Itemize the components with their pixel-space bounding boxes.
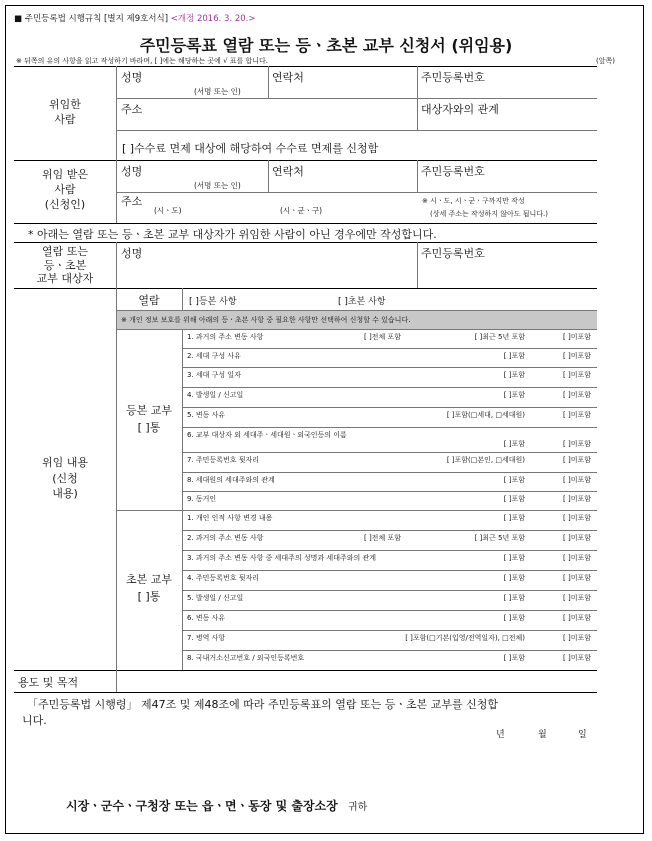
copy-option-include[interactable]: [ ]포함 [503,352,525,360]
copy-option-exclude[interactable]: [ ]미포함 [563,391,591,399]
purpose-label: 용도 및 목적 [18,676,79,689]
table-row [182,510,597,530]
abstract-option-include[interactable]: [ ]포함 [503,654,525,662]
copy-option-exclude[interactable]: [ ]미포함 [563,333,591,341]
table-row [182,472,597,491]
copy-option-include[interactable]: [ ]포함(□본인, □세대원) [446,456,525,464]
abstract-option-include[interactable]: [ ]포함 [503,614,525,622]
abstract-option-exclude[interactable]: [ ]미포함 [563,514,591,522]
abstract-option-exclude[interactable]: [ ]미포함 [563,534,591,542]
delegator-section-label: 위임한 사람 [49,98,81,126]
abstract-option-include[interactable]: [ ]포함 [503,594,525,602]
target-name-label: 성명 [121,247,143,260]
abstract-option-exclude[interactable]: [ ]미포함 [563,634,591,642]
date-day: 일 [578,730,587,740]
delegate-rrn-label: 주민등록번호 [421,165,485,178]
target-section-label: 열람 또는 등ㆍ초본 교부 대상자 [36,245,94,285]
delegator-name-label: 성명 [121,71,143,84]
table-row [182,570,597,590]
table-row [182,491,597,510]
abstract-option-include[interactable]: [ ]포함 [503,554,525,562]
content-section-label: 위임 내용 (신청 내용) [41,456,88,500]
copy-option-exclude[interactable]: [ ]미포함 [563,456,591,464]
table-row [182,407,597,427]
copy-item-label: 7. 주민등록번호 뒷자리 [187,456,259,464]
delegator-signature-hint: (서명 또는 인) [194,87,241,96]
privacy-notice: ※ 개인 정보 보호를 위해 아래의 등ㆍ초본 사항 중 필요한 사항만 선택하여 신청할 수 있습니다. [121,316,411,324]
table-row [182,550,597,570]
abstract-item-label: 2. 과거의 주소 변동 사항 [187,534,264,542]
delegator-relation-label: 대상자와의 관계 [421,103,499,116]
copy-option-include[interactable]: [ ]포함 [503,495,525,503]
copy-option-exclude[interactable]: [ ]미포함 [563,411,591,419]
abstract-option-include[interactable]: [ ]최근 5년 포함 [474,534,525,542]
copy-option-all[interactable]: [ ]전체 포함 [364,333,401,341]
copy-option-exclude[interactable]: [ ]미포함 [563,495,591,503]
abstract-item-label: 7. 병역 사항 [187,634,226,642]
copy-item-label: 1. 과거의 주소 변동 사항 [187,333,264,341]
address-note: ※ 시ㆍ도, 시ㆍ군ㆍ구까지만 작성 [422,197,525,205]
view-abstract-checkbox[interactable]: [ ]초본 사항 [338,297,386,307]
copy-item-label: 2. 세대 구성 사유 [187,352,241,360]
copy-option-exclude[interactable]: [ ]미포함 [563,371,591,379]
delegate-contact-label: 연락처 [272,165,304,178]
form-basis [14,12,255,24]
table-row [182,650,597,670]
fill-notice: ※ 뒤쪽의 유의 사항을 읽고 작성하기 바라며, [ ]에는 해당하는 곳에 √ 표를 합니다. [16,57,269,65]
abstract-item-label: 3. 과거의 주소 변동 사항 중 세대주의 성명과 세대주와의 관계 [187,554,376,562]
table-row [182,610,597,630]
address-sido-hint: (시ㆍ도) [154,206,182,215]
abstract-option-include[interactable]: [ ]포함 [503,514,525,522]
table-row [182,367,597,387]
delegate-name-label: 성명 [121,165,143,178]
abstract-option-include[interactable]: [ ]포함(□기본(입영/전역일자), □전체) [405,634,525,642]
abstract-issue-label: 초본 교부 [ ]통 [116,571,182,605]
declaration: 「주민등록법 시행령」 제47조 및 제48조에 따라 주민등록표의 열람 또는 등ㆍ초본 교부를 신청합 니다. [22,698,498,727]
form-title: 주민등록표 열람 또는 등ㆍ초본 교부 신청서 (위임용) [139,36,513,55]
copy-count-checkbox[interactable]: [ ]통 [137,421,161,434]
abstract-item-label: 4. 주민등록번호 뒷자리 [187,574,259,582]
abstract-option-exclude[interactable]: [ ]미포함 [563,574,591,582]
form-basis-text: ■ 주민등록법 시행규칙 [별지 제9호서식] [14,14,169,24]
table-row [182,530,597,550]
address-note-detail: (상세 주소는 작성하지 않아도 됩니다.) [430,210,549,218]
table-row [182,452,597,472]
date-year: 년 [496,730,505,740]
abstract-count-checkbox[interactable]: [ ]통 [137,590,161,603]
table-row [182,329,597,348]
view-label: 열람 [138,294,160,307]
abstract-option-exclude[interactable]: [ ]미포함 [563,594,591,602]
copy-item-label: 3. 세대 구성 일자 [187,371,241,379]
copy-option-exclude[interactable]: [ ]미포함 [563,440,591,448]
target-rrn-label: 주민등록번호 [421,247,485,260]
copy-option-include[interactable]: [ ]포함 [503,391,525,399]
table-row [182,590,597,610]
delegate-section-label: 위임 받은 사람 (신청인) [41,168,88,211]
delegator-rrn-label: 주민등록번호 [421,71,485,84]
date-month: 월 [538,730,547,740]
copy-option-include[interactable]: [ ]포함 [503,371,525,379]
delegator-address-label: 주소 [121,103,143,116]
fee-exemption-checkbox[interactable]: [ ]수수료 면제 대상에 해당하여 수수료 면제를 신청함 [122,142,379,155]
copy-issue-label: 등본 교부 [ ]통 [116,402,182,436]
copy-item-label: 5. 변동 사유 [187,411,226,419]
abstract-item-label: 8. 국내거소신고번호 / 외국인등록번호 [187,654,305,662]
delegator-contact-label: 연락처 [272,71,304,84]
view-copy-checkbox[interactable]: [ ]등본 사항 [189,297,237,307]
abstract-option-exclude[interactable]: [ ]미포함 [563,554,591,562]
copy-option-include[interactable]: [ ]최근 5년 포함 [474,333,525,341]
copy-option-exclude[interactable]: [ ]미포함 [563,476,591,484]
table-row [182,427,597,452]
table-row [182,387,597,407]
page-label: (앞쪽) [596,57,615,65]
copy-item-label: 8. 세대원의 세대주와의 관계 [187,476,275,484]
copy-option-include[interactable]: [ ]포함 [503,476,525,484]
abstract-option-include[interactable]: [ ]포함 [503,574,525,582]
abstract-option-exclude[interactable]: [ ]미포함 [563,654,591,662]
abstract-item-label: 5. 발생일 / 신고일 [187,594,244,602]
copy-option-include[interactable]: [ ]포함(□세대, □세대원) [446,411,525,419]
copy-option-include[interactable]: [ ]포함 [503,440,525,448]
copy-item-label: 4. 발생일 / 신고일 [187,391,244,399]
copy-item-label: 9. 동거인 [187,495,217,503]
table-row [182,348,597,367]
address-sigungu-hint: (시ㆍ군ㆍ구) [280,206,323,215]
revision-date: <개정 2016. 3. 20.> [170,14,256,24]
recipient: 시장ㆍ군수ㆍ구청장 또는 읍ㆍ면ㆍ동장 및 출장소장 귀하 [66,799,368,813]
abstract-item-label: 6. 변동 사유 [187,614,226,622]
delegate-signature-hint: (서명 또는 인) [194,181,241,190]
copy-option-exclude[interactable]: [ ]미포함 [563,352,591,360]
copy-item-label: 6. 교부 대상자 외 세대주ㆍ세대원ㆍ외국인등의 이름 [187,431,347,439]
target-notice: * 아래는 열람 또는 등ㆍ초본 교부 대상자가 위임한 사람이 아닌 경우에만 작성합니다. [28,228,437,241]
delegate-address-label: 주소 [121,195,143,208]
abstract-option-exclude[interactable]: [ ]미포함 [563,614,591,622]
table-row [182,630,597,650]
abstract-item-label: 1. 개인 인적 사항 변경 내용 [187,514,273,522]
abstract-option-all[interactable]: [ ]전체 포함 [364,534,401,542]
